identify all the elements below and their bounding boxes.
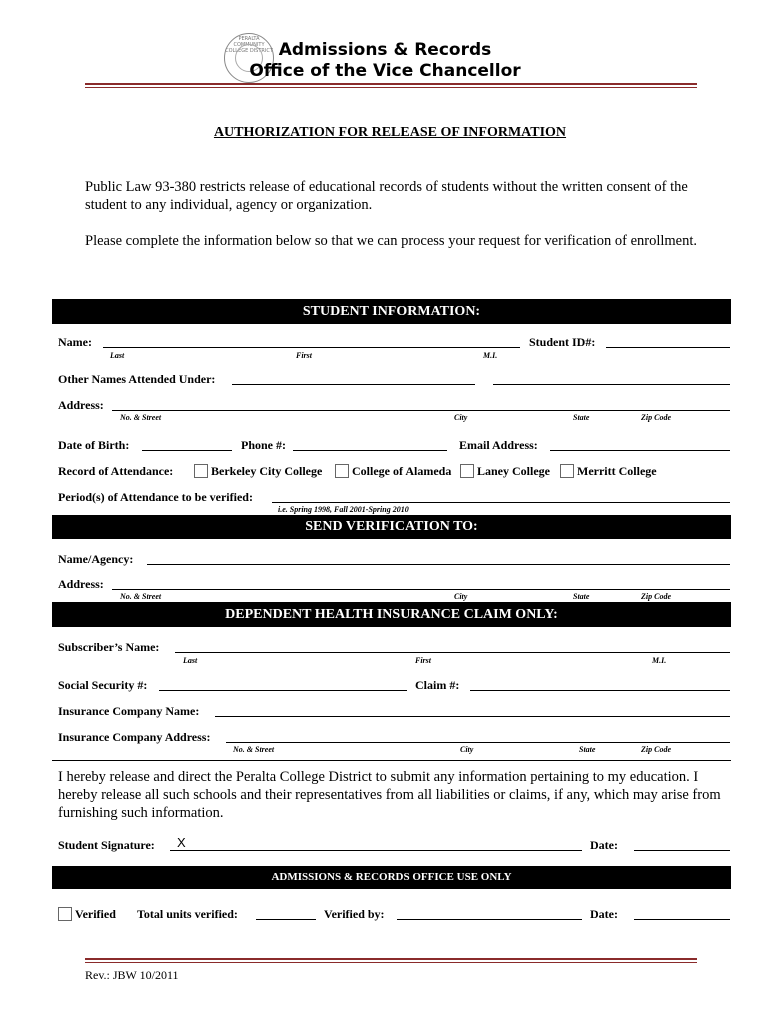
send-to-heading: SEND VERIFICATION TO: — [52, 515, 731, 539]
revision-note: Rev.: JBW 10/2011 — [85, 968, 179, 982]
name-input-line[interactable] — [103, 347, 520, 348]
period-label: Period(s) of Attendance to be verified: — [58, 490, 253, 504]
name-sub-first: First — [296, 351, 313, 360]
checkbox-laney[interactable] — [460, 464, 474, 478]
send-address-sub-state: State — [573, 592, 590, 601]
name-sub-mi: M.I. — [483, 351, 498, 360]
company-address-input-line[interactable] — [226, 742, 730, 743]
signature-date-input-line[interactable] — [634, 850, 730, 851]
name-label: Name: — [58, 335, 92, 349]
company-address-sub-zip: Zip Code — [641, 745, 671, 754]
subscriber-sub-last: Last — [183, 656, 198, 665]
company-address-label: Insurance Company Address: — [58, 730, 211, 744]
send-address-sub-city: City — [454, 592, 468, 601]
other-names-label: Other Names Attended Under: — [58, 372, 216, 386]
insurance-heading: DEPENDENT HEALTH INSURANCE CLAIM ONLY: — [52, 602, 731, 627]
checkbox-merritt[interactable] — [560, 464, 574, 478]
verified-by-label: Verified by: — [324, 907, 385, 921]
address-label: Address: — [58, 398, 104, 412]
header-rule-thin — [85, 87, 697, 88]
address-sub-state: State — [573, 413, 590, 422]
claim-input-line[interactable] — [470, 690, 730, 691]
student-id-input-line[interactable] — [606, 347, 730, 348]
other-names-input-line-2[interactable] — [493, 384, 730, 385]
signature-date-label: Date: — [590, 838, 618, 852]
send-address-input-line[interactable] — [112, 589, 730, 590]
subscriber-sub-first: First — [415, 656, 432, 665]
address-sub-city: City — [454, 413, 468, 422]
header-office-subtitle: Office of the Vice Chancellor — [249, 61, 521, 81]
email-label: Email Address: — [459, 438, 538, 452]
other-names-input-line-1[interactable] — [232, 384, 475, 385]
college-laney: Laney College — [477, 464, 550, 478]
company-address-sub-state: State — [579, 745, 596, 754]
release-divider — [52, 760, 731, 761]
header-rule — [85, 83, 697, 85]
signature-mark: X — [177, 835, 186, 850]
agency-label: Name/Agency: — [58, 552, 134, 566]
address-sub-street: No. & Street — [120, 413, 162, 422]
intro-paragraph-1: Public Law 93-380 restricts release of educational records of students without the written consent of the student to any individual, agency or organization. — [85, 179, 688, 213]
office-date-input-line[interactable] — [634, 919, 730, 920]
subscriber-input-line[interactable] — [175, 652, 730, 653]
phone-label: Phone #: — [241, 438, 286, 452]
address-input-line[interactable] — [112, 410, 730, 411]
send-address-sub-zip: Zip Code — [641, 592, 671, 601]
company-address-sub-street: No. & Street — [233, 745, 275, 754]
name-sub-last: Last — [110, 351, 125, 360]
header-office-title: Admissions & Records — [278, 40, 492, 60]
dob-input-line[interactable] — [142, 450, 232, 451]
student-id-label: Student ID#: — [529, 335, 596, 349]
period-input-line[interactable] — [272, 502, 730, 503]
period-hint: i.e. Spring 1998, Fall 2001-Spring 2010 — [278, 505, 409, 514]
signature-label: Student Signature: — [58, 838, 155, 852]
release-statement: I hereby release and direct the Peralta College District to submit any information pertaining to my education. I hereby release all such schools and their representatives from all liabilities or claims, if any, which may arise from furnishing such information. — [58, 769, 721, 821]
college-merritt: Merritt College — [577, 464, 657, 478]
phone-input-line[interactable] — [293, 450, 447, 451]
office-use-heading: ADMISSIONS & RECORDS OFFICE USE ONLY — [52, 866, 731, 889]
office-date-label: Date: — [590, 907, 618, 921]
units-input-line[interactable] — [256, 919, 316, 920]
footer-rule-thin — [85, 962, 697, 963]
intro-paragraph-2: Please complete the information below so that we can process your request for verification of enrollment. — [85, 233, 698, 249]
email-input-line[interactable] — [550, 450, 730, 451]
footer-rule — [85, 958, 697, 960]
signature-input-line[interactable] — [170, 850, 582, 851]
address-sub-zip: Zip Code — [641, 413, 671, 422]
verified-label: Verified — [75, 907, 116, 921]
verified-by-input-line[interactable] — [397, 919, 582, 920]
company-address-sub-city: City — [460, 745, 474, 754]
agency-input-line[interactable] — [147, 564, 730, 565]
claim-label: Claim #: — [415, 678, 460, 692]
form-title: AUTHORIZATION FOR RELEASE OF INFORMATION — [213, 125, 567, 140]
subscriber-sub-mi: M.I. — [652, 656, 667, 665]
checkbox-verified[interactable] — [58, 907, 72, 921]
ssn-label: Social Security #: — [58, 678, 148, 692]
units-label: Total units verified: — [137, 907, 238, 921]
company-input-line[interactable] — [215, 716, 730, 717]
company-label: Insurance Company Name: — [58, 704, 200, 718]
college-alameda: College of Alameda — [352, 464, 452, 478]
college-berkeley: Berkeley City College — [211, 464, 323, 478]
seal-text: PERALTA COMMUNITY COLLEGE DISTRICT — [225, 36, 273, 54]
dob-label: Date of Birth: — [58, 438, 130, 452]
student-info-heading: STUDENT INFORMATION: — [52, 299, 731, 324]
checkbox-berkeley[interactable] — [194, 464, 208, 478]
send-address-sub-street: No. & Street — [120, 592, 162, 601]
attendance-label: Record of Attendance: — [58, 464, 174, 478]
checkbox-alameda[interactable] — [335, 464, 349, 478]
subscriber-label: Subscriber’s Name: — [58, 640, 160, 654]
ssn-input-line[interactable] — [159, 690, 407, 691]
send-address-label: Address: — [58, 577, 104, 591]
